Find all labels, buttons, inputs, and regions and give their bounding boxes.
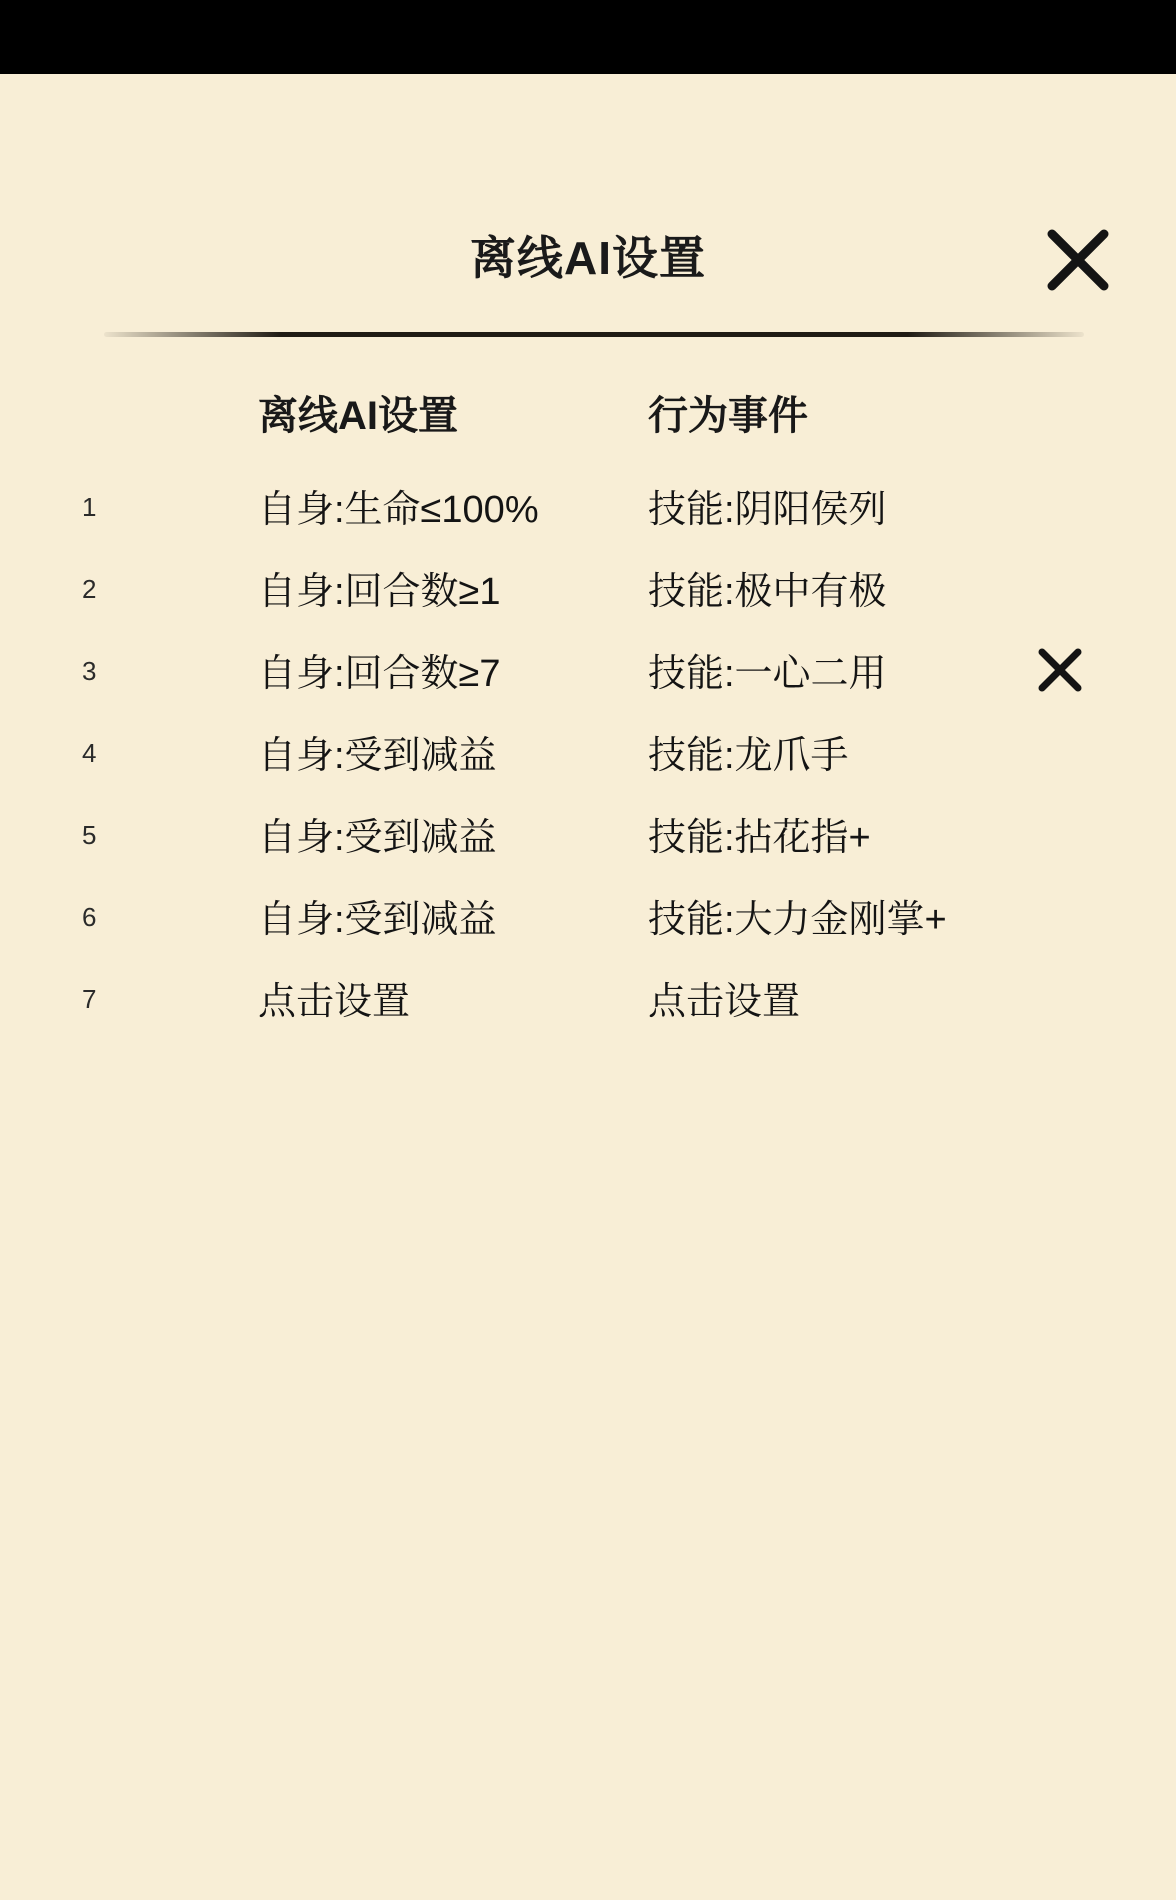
table-row[interactable] — [0, 634, 1176, 716]
column-header-condition: 离线AI设置 — [258, 394, 458, 438]
row-index: 7 — [82, 984, 97, 1014]
row-condition[interactable]: 自身:受到减益 — [258, 817, 497, 859]
row-index: 5 — [82, 820, 97, 850]
row-action[interactable]: 技能:阴阳侯列 — [648, 489, 887, 531]
row-condition[interactable]: 自身:回合数≥1 — [258, 571, 501, 613]
row-index: 6 — [82, 902, 97, 932]
row-action[interactable]: 技能:龙爪手 — [648, 735, 849, 777]
column-header-action: 行为事件 — [648, 394, 808, 438]
table-row[interactable] — [0, 552, 1176, 634]
row-index: 3 — [82, 656, 97, 686]
row-condition[interactable]: 自身:回合数≥7 — [258, 653, 501, 695]
row-condition-add[interactable]: 点击设置 — [258, 981, 411, 1023]
offline-ai-settings-panel — [0, 74, 1176, 1900]
table-row[interactable] — [0, 962, 1176, 1044]
table-row[interactable] — [0, 716, 1176, 798]
row-condition[interactable]: 自身:受到减益 — [258, 899, 497, 941]
row-index: 4 — [82, 738, 97, 768]
close-icon[interactable] — [1042, 224, 1114, 296]
row-action[interactable]: 技能:一心二用 — [648, 653, 887, 695]
rules-list — [0, 470, 1176, 1044]
row-condition[interactable]: 自身:受到减益 — [258, 735, 497, 777]
table-header — [0, 384, 1176, 444]
row-action[interactable]: 技能:大力金刚掌+ — [648, 899, 947, 941]
row-index: 1 — [82, 492, 97, 522]
row-action-add[interactable]: 点击设置 — [648, 981, 801, 1023]
row-action[interactable]: 技能:拈花指+ — [648, 817, 871, 859]
row-delete-icon[interactable] — [1034, 644, 1086, 696]
table-row[interactable] — [0, 470, 1176, 552]
header-divider — [104, 332, 1084, 337]
row-index: 2 — [82, 574, 97, 604]
table-row[interactable] — [0, 880, 1176, 962]
status-bar — [0, 0, 1176, 74]
row-condition[interactable]: 自身:生命≤100% — [258, 489, 539, 531]
page-title: 离线AI设置 — [470, 232, 706, 284]
table-row[interactable] — [0, 798, 1176, 880]
row-action[interactable]: 技能:极中有极 — [648, 571, 887, 613]
